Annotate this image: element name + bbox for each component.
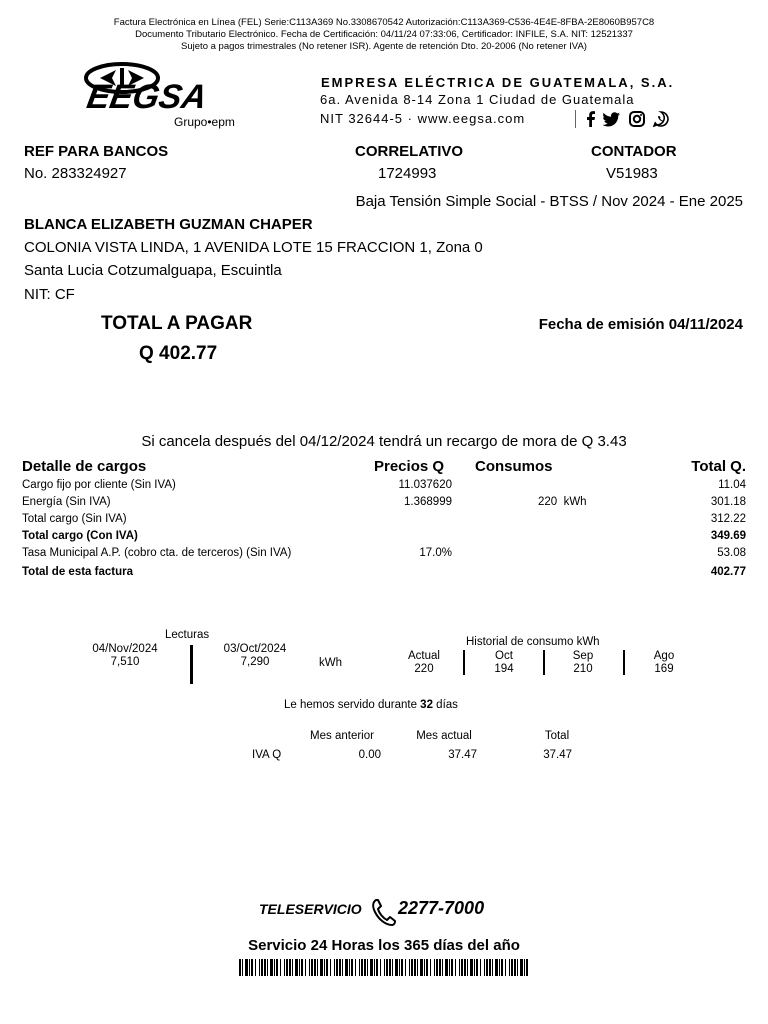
barcode-bar [480, 959, 481, 976]
iva-header-total: Total [544, 730, 570, 742]
barcode-bar [249, 959, 250, 976]
barcode-bar [492, 959, 493, 976]
instagram-icon[interactable] [628, 111, 646, 127]
barcode-bar [467, 959, 468, 976]
charge-desc: Total cargo (Sin IVA) [22, 513, 127, 525]
charge-total: 349.69 [710, 530, 746, 542]
history-title: Historial de consumo kWh [466, 636, 600, 648]
barcode-bar [445, 959, 448, 976]
history-value-ago: 169 [654, 663, 674, 675]
barcode-bar [426, 959, 428, 976]
readings-divider [190, 645, 193, 684]
charge-desc: Total cargo (Con IVA) [22, 530, 138, 542]
barcode-bar [389, 959, 391, 976]
charge-price: 1.368999 [404, 496, 452, 508]
barcode-bar [411, 959, 413, 976]
charge-cons: 220 kWh [538, 496, 587, 508]
iva-value-total: 37.47 [543, 749, 572, 761]
barcode-bar [336, 959, 338, 976]
meter-label: CONTADOR [591, 143, 677, 160]
reading-unit: kWh [319, 657, 342, 669]
barcode-bar [280, 959, 281, 976]
barcode-bar [251, 959, 253, 976]
charge-total: 53.08 [717, 547, 746, 559]
table-row [22, 566, 746, 582]
barcode-bar [474, 959, 475, 976]
reading-current-value: 7,510 [110, 656, 140, 668]
charge-price: 11.037620 [398, 479, 452, 491]
barcode-bar [345, 959, 348, 976]
history-divider [623, 650, 625, 675]
charges-header-price: Precios Q [374, 458, 445, 475]
barcode-bar [384, 959, 385, 976]
barcode-bar [264, 959, 266, 976]
barcode-bar [284, 959, 285, 976]
barcode-bar [399, 959, 400, 976]
charges-header-cons: Consumos [475, 458, 553, 475]
barcode-bar [392, 959, 393, 976]
barcode-bar [311, 959, 313, 976]
barcode-bar [376, 959, 378, 976]
iva-value-current: 37.47 [448, 749, 477, 761]
bank-ref-value: No. 283324927 [24, 165, 127, 182]
reading-previous-date: 03/Oct/2024 [223, 643, 287, 655]
eegsa-logo-icon [82, 60, 252, 132]
barcode-bar [299, 959, 300, 976]
teleservicio-phone[interactable]: 2277-7000 [398, 898, 485, 918]
customer-nit: NIT: CF [24, 286, 75, 303]
barcode-bar [330, 959, 331, 976]
history-label-oct: Oct [495, 650, 513, 662]
iva-label: IVA Q [252, 749, 282, 761]
company-name: EMPRESA ELÉCTRICA DE GUATEMALA, S.A. [321, 75, 675, 90]
eegsa-logo-text: EEGSA [84, 78, 210, 116]
teleservicio-label: TELESERVICIO [259, 901, 362, 917]
barcode-bar [261, 959, 263, 976]
barcode-bar [449, 959, 450, 976]
barcode-bar [351, 959, 353, 976]
barcode-bar [274, 959, 275, 976]
history-label-sep: Sep [572, 650, 594, 662]
history-value-actual: 220 [414, 663, 434, 675]
barcode-bar [309, 959, 310, 976]
barcode-bar [320, 959, 323, 976]
history-label-ago: Ago [653, 650, 675, 662]
barcode-bar [324, 959, 325, 976]
barcode-bar [455, 959, 456, 976]
barcode-bar [239, 959, 241, 976]
barcode-bar [461, 959, 463, 976]
barcode-bar [499, 959, 500, 976]
barcode [239, 959, 529, 976]
readings-title: Lecturas [165, 629, 210, 641]
barcode-bar [414, 959, 416, 976]
tariff-text: Baja Tensión Simple Social - BTSS / Nov 2024 - Ene 2025 [355, 193, 743, 210]
service-days-prefix: Le hemos servido durante [284, 699, 417, 711]
barcode-bar [501, 959, 503, 976]
charge-total: 312.22 [710, 513, 746, 525]
iva-value-previous: 0.00 [358, 749, 381, 761]
barcode-bar [464, 959, 466, 976]
barcode-bar [380, 959, 381, 976]
charge-total: 11.04 [718, 479, 746, 491]
barcode-bar [420, 959, 423, 976]
barcode-bar [367, 959, 368, 976]
barcode-bar [301, 959, 303, 976]
charge-total: 402.77 [710, 566, 746, 578]
barcode-bar [436, 959, 438, 976]
total-label: TOTAL A PAGAR [101, 313, 253, 334]
barcode-bar [524, 959, 525, 976]
barcode-bar [434, 959, 435, 976]
table-row [22, 496, 746, 512]
barcode-bar [459, 959, 460, 976]
history-label-actual: Actual [408, 650, 440, 662]
charges-header-desc: Detalle de cargos [22, 458, 147, 475]
whatsapp-icon[interactable] [652, 111, 670, 127]
company-nit-web: NIT 32644-5 · www.eegsa.com [320, 111, 526, 126]
barcode-bar [401, 959, 403, 976]
history-value-sep: 210 [573, 663, 593, 675]
barcode-bar [370, 959, 373, 976]
barcode-bar [286, 959, 288, 976]
barcode-bar [442, 959, 443, 976]
charge-desc: Cargo fijo por cliente (Sin IVA) [22, 479, 176, 491]
barcode-bar [484, 959, 485, 976]
barcode-bar [486, 959, 488, 976]
facebook-icon[interactable] [582, 111, 600, 127]
barcode-bar [305, 959, 306, 976]
history-value-oct: 194 [494, 663, 514, 675]
eegsa-logo [82, 60, 252, 132]
meter-value: V51983 [606, 165, 658, 182]
phone-icon [370, 896, 398, 928]
total-amount: Q 402.77 [139, 343, 218, 364]
barcode-bar [276, 959, 278, 976]
barcode-bar [255, 959, 256, 976]
barcode-bar [245, 959, 248, 976]
barcode-bar [267, 959, 268, 976]
reading-previous-value: 7,290 [240, 656, 270, 668]
table-row [22, 479, 746, 495]
charge-total: 301.18 [710, 496, 746, 508]
history-divider [463, 650, 465, 675]
twitter-icon[interactable] [603, 111, 621, 127]
barcode-bar [417, 959, 418, 976]
barcode-bar [289, 959, 291, 976]
barcode-bar [349, 959, 350, 976]
customer-address-1: COLONIA VISTA LINDA, 1 AVENIDA LOTE 15 FRACCION 1, Zona 0 [24, 239, 483, 256]
barcode-bar [292, 959, 293, 976]
customer-address-2: Santa Lucia Cotzumalguapa, Escuintla [24, 262, 282, 279]
fel-line-3: Sujeto a pagos trimestrales (No retener ISR). Agente de retención Dto. 20-2006 (No retener IVA) [181, 41, 587, 52]
barcode-bar [259, 959, 260, 976]
barcode-bar [242, 959, 243, 976]
barcode-bar [295, 959, 298, 976]
company-divider [575, 110, 576, 128]
bank-ref-label: REF PARA BANCOS [24, 143, 169, 160]
barcode-bar [409, 959, 410, 976]
issue-date: Fecha de emisión 04/11/2024 [538, 316, 743, 333]
service-days-suffix: días [436, 699, 458, 711]
charge-desc: Energía (Sin IVA) [22, 496, 111, 508]
charge-price: 17.0% [419, 547, 452, 559]
barcode-bar [355, 959, 356, 976]
barcode-bar [514, 959, 516, 976]
correlative-label: CORRELATIVO [355, 143, 464, 160]
table-row [22, 513, 746, 529]
barcode-bar [517, 959, 518, 976]
charges-header-row [22, 458, 746, 478]
company-address: 6a. Avenida 8-14 Zona 1 Ciudad de Guatemala [320, 92, 635, 107]
barcode-bar [489, 959, 491, 976]
barcode-bar [374, 959, 375, 976]
correlative-value: 1724993 [378, 165, 437, 182]
barcode-bar [334, 959, 335, 976]
barcode-bar [317, 959, 318, 976]
barcode-bar [405, 959, 406, 976]
table-row [22, 530, 746, 546]
barcode-bar [520, 959, 523, 976]
barcode-bar [424, 959, 425, 976]
history-divider [543, 650, 545, 675]
iva-header-previous: Mes anterior [310, 730, 374, 742]
fel-line-1: Factura Electrónica en Línea (FEL) Serie:C113A369 No.3308670542 Autorización:C113A369-C536-4E4E-8FBA-2E8060B957C8 [113, 17, 655, 28]
charge-desc: Tasa Municipal A.P. (cobro cta. de terceros) (Sin IVA) [22, 547, 292, 559]
service-days-count: 32 [420, 699, 433, 711]
barcode-bar [386, 959, 388, 976]
barcode-bar [395, 959, 398, 976]
barcode-bar [526, 959, 528, 976]
barcode-bar [495, 959, 498, 976]
barcode-bar [339, 959, 341, 976]
barcode-bar [476, 959, 478, 976]
barcode-bar [361, 959, 363, 976]
charges-header-total: Total Q. [691, 458, 746, 475]
barcode-bar [439, 959, 441, 976]
fel-line-2: Documento Tributario Electrónico. Fecha de Certificación: 04/11/24 07:33:06, Certificador: INFILE, S.A. NIT: 12521337 [135, 29, 633, 40]
charge-desc: Total de esta factura [22, 566, 133, 578]
barcode-bar [470, 959, 473, 976]
service-days-text [284, 699, 458, 711]
grupo-epm-text: Grupo•epm [174, 115, 235, 129]
service-hours: Servicio 24 Horas los 365 días del año [248, 937, 520, 954]
barcode-bar [511, 959, 513, 976]
reading-current-date: 04/Nov/2024 [92, 643, 158, 655]
barcode-bar [509, 959, 510, 976]
charges-table [22, 458, 746, 588]
barcode-bar [270, 959, 273, 976]
iva-header-current: Mes actual [416, 730, 472, 742]
barcode-bar [364, 959, 366, 976]
barcode-bar [359, 959, 360, 976]
barcode-bar [314, 959, 316, 976]
customer-name: BLANCA ELIZABETH GUZMAN CHAPER [24, 216, 313, 233]
barcode-bar [342, 959, 343, 976]
table-row [22, 547, 746, 563]
barcode-bar [505, 959, 506, 976]
barcode-bar [430, 959, 431, 976]
barcode-bar [451, 959, 453, 976]
late-fee-notice: Si cancela después del 04/12/2024 tendrá un recargo de mora de Q 3.43 [141, 433, 627, 450]
barcode-bar [326, 959, 328, 976]
